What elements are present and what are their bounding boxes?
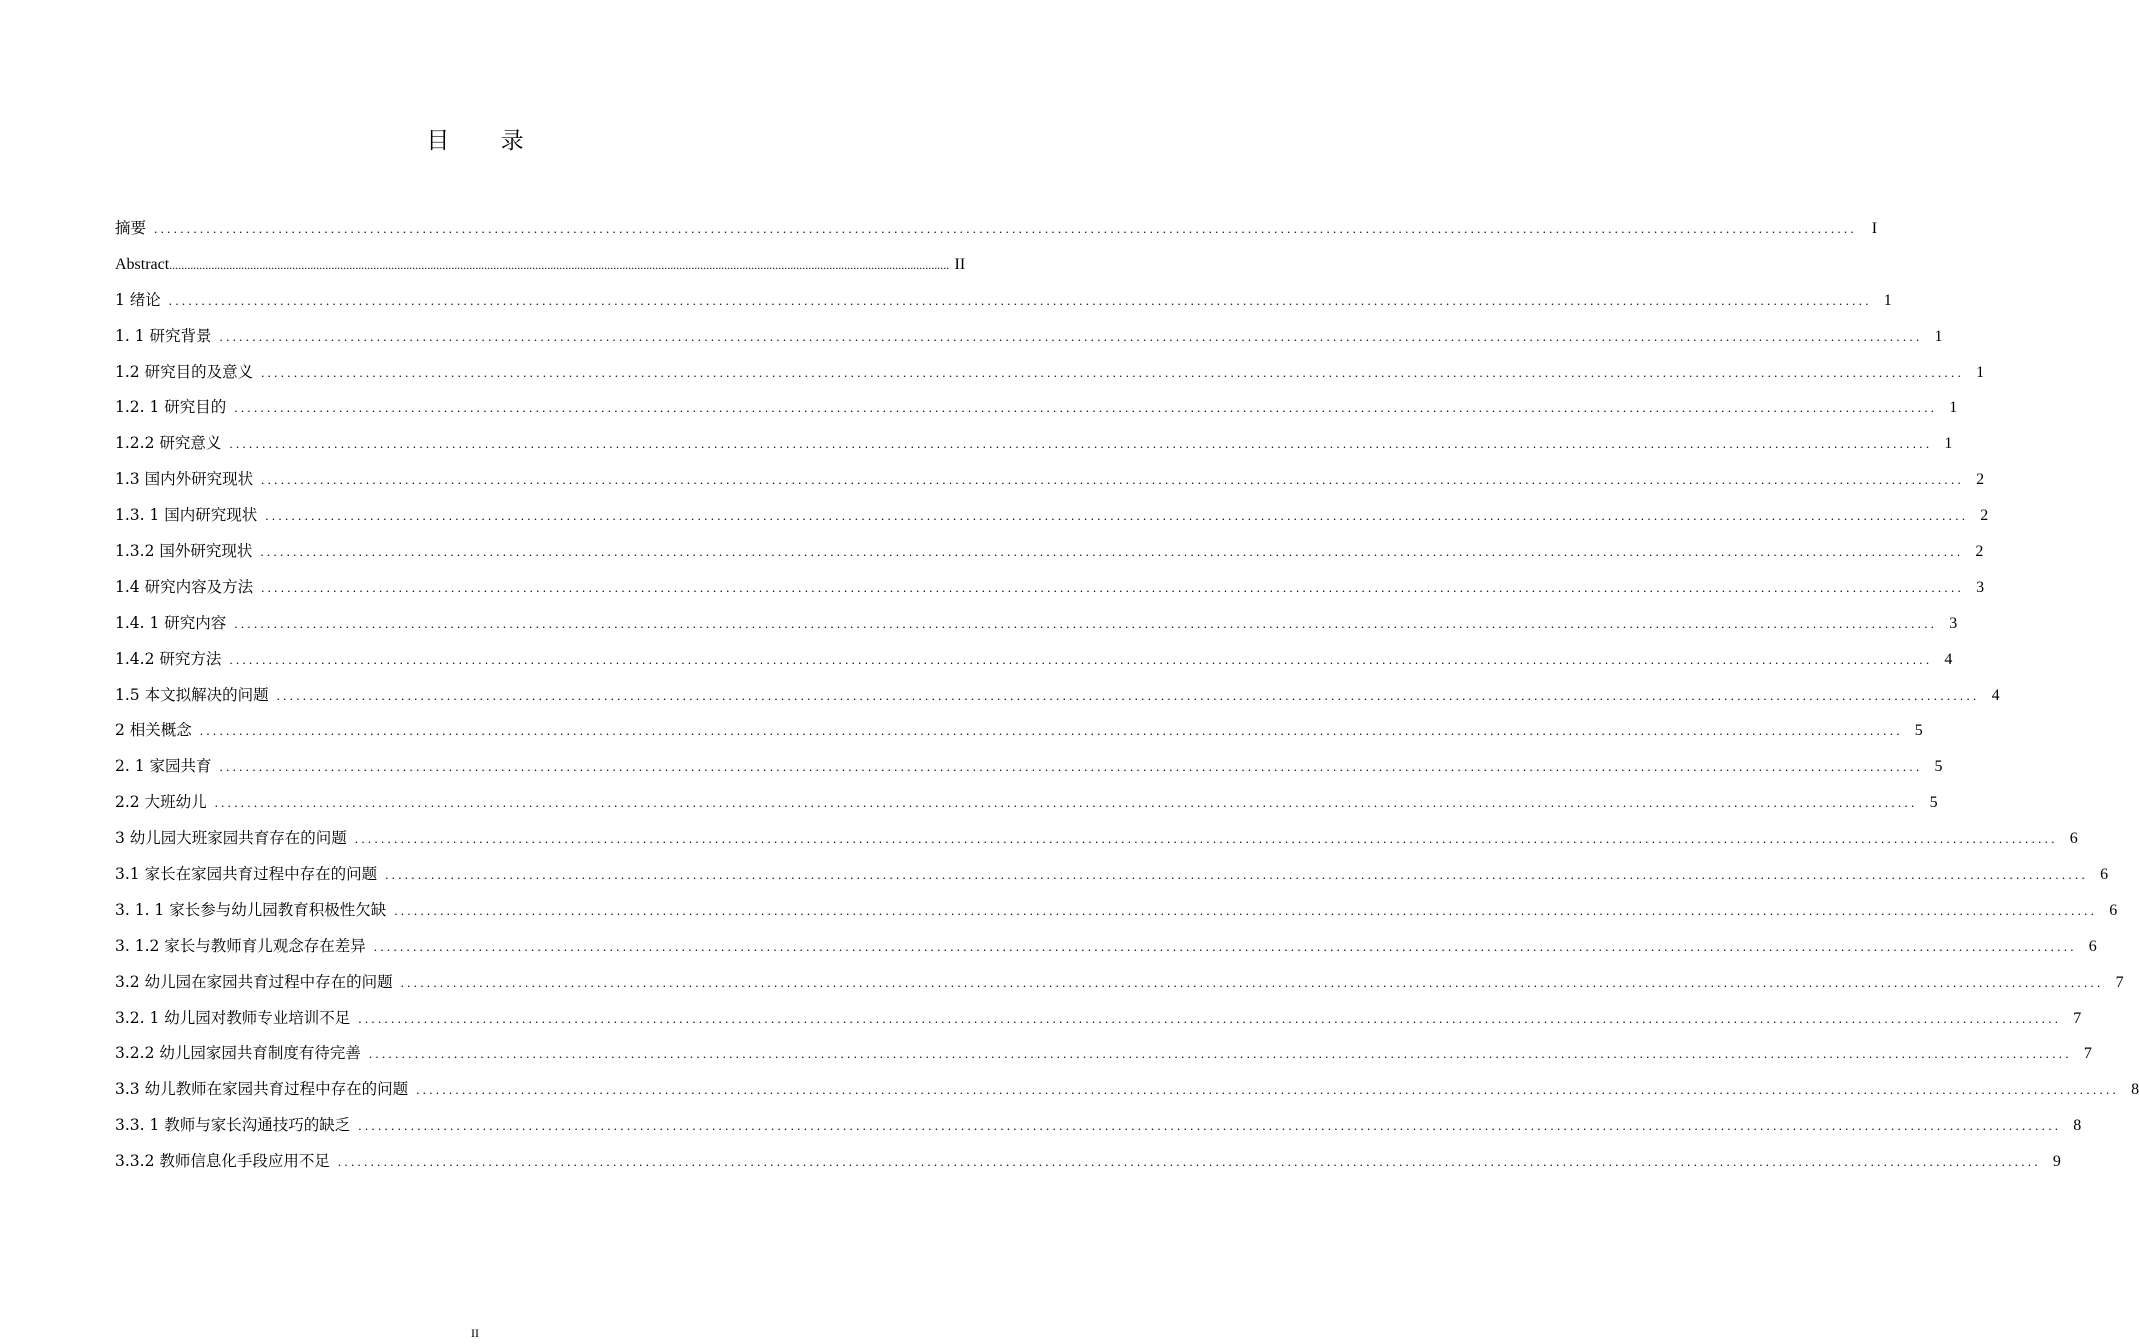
toc-entry-page: 6 <box>2088 937 2097 955</box>
dot-leader: .................................................................................................................................................................................................................................................................... <box>154 221 1858 236</box>
toc-entry-page: 3 <box>1949 614 1958 632</box>
toc-entry-page: 1 <box>1934 327 1943 345</box>
toc-entry-title: 3.1 家长在家园共育过程中存在的问题 <box>115 865 378 884</box>
toc-entry[interactable] <box>115 1144 2061 1180</box>
page-title: 目 录 <box>426 128 546 154</box>
dot-leader: .................................................................................................................................................................................................................................................................... <box>276 687 1980 703</box>
toc-entry-page: 7 <box>2115 973 2124 991</box>
dot-leader: .................................................................................................................................................................................................................................................................... <box>385 867 2089 883</box>
toc-entry[interactable] <box>115 390 1958 426</box>
dot-leader: .................................................................................................................................................................................................................................................................... <box>260 544 1964 560</box>
dot-leader: .................................................................................................................................................................................................................................................................... <box>199 723 1903 739</box>
toc-entry-title: 1 绪论 <box>115 290 161 309</box>
toc-entry[interactable] <box>115 1036 2092 1072</box>
toc-entry-title: 3.2.2 幼儿园家园共育制度有待完善 <box>115 1044 361 1063</box>
toc-entry-page: 8 <box>2131 1081 2139 1099</box>
toc-entry[interactable] <box>115 570 1985 606</box>
toc-entry[interactable] <box>115 498 1989 534</box>
toc-entry-page: 6 <box>2109 901 2118 919</box>
toc-entry-page: II <box>954 255 966 273</box>
dot-leader: .................................................................................................................................................................................................................................................................... <box>337 1154 2041 1170</box>
dot-leader: .................................................................................................................................................................................................................................................................... <box>394 902 2098 918</box>
toc-entry-title: 1.5 本文拟解决的问题 <box>115 685 269 704</box>
toc-entry-page: 4 <box>1991 686 2000 704</box>
toc-entry-page: 7 <box>2073 1009 2082 1027</box>
toc-entry[interactable] <box>115 211 1878 247</box>
toc-entry[interactable] <box>115 283 1892 319</box>
toc-entry-title: 1.4 研究内容及方法 <box>115 577 254 596</box>
toc-entry-page: 1 <box>1944 435 1953 453</box>
dot-leader: .................................................................................................................................................................................................................................................................... <box>214 795 1918 811</box>
toc-entry-title: 3 幼儿园大班家园共育存在的问题 <box>115 829 347 848</box>
toc-entry[interactable] <box>115 606 1958 642</box>
dot-leader: .................................................................................................................................................................................................................................................................... <box>261 579 1965 595</box>
toc-entry-page: 1 <box>1976 363 1985 381</box>
toc-entry-page: 5 <box>1934 758 1943 776</box>
toc-entry-title: Abstract <box>115 255 170 273</box>
toc-entry-page: 6 <box>2069 830 2078 848</box>
toc-entry[interactable] <box>115 713 1923 749</box>
toc-entry[interactable] <box>115 1001 2082 1037</box>
dot-leader: .................................................................................................................................................................................................................................................................... <box>368 1046 2072 1062</box>
dot-leader: .................................................................................................................................................................................................................................................................... <box>373 938 2077 954</box>
dot-leader: .................................................................................................................................................................................................................................................................... <box>234 615 1938 631</box>
table-of-contents <box>115 211 2139 1180</box>
toc-entry-page: I <box>1871 220 1878 237</box>
toc-entry-title: 3.3 幼儿教师在家园共育过程中存在的问题 <box>115 1080 409 1099</box>
dot-leader: .................................................................................................................................................................................................................................................................... <box>354 831 2058 847</box>
toc-entry-title: 1.3. 1 国内研究现状 <box>115 506 258 525</box>
toc-entry-title: 1. 1 研究背景 <box>115 326 212 345</box>
toc-entry[interactable] <box>115 857 2109 893</box>
dot-leader: .................................................................................................................................................................................................................................................................... <box>358 1010 2062 1026</box>
dot-leader: .................................................................................................................................................................................................................................................................... <box>229 651 1933 667</box>
toc-entry-page: 1 <box>1883 291 1892 309</box>
dot-leader: .................................................................................................................................................................................................................................................................... <box>219 328 1923 344</box>
toc-entry-page: 6 <box>2100 866 2109 884</box>
toc-entry-title: 摘要 <box>115 219 147 237</box>
dot-leader: .................................................................................................................................................................................................................................................................... <box>358 1118 2062 1134</box>
toc-entry[interactable] <box>115 1108 2082 1144</box>
toc-entry[interactable] <box>115 1072 2139 1108</box>
toc-entry-title: 3. 1.2 家长与教师育儿观念存在差异 <box>115 936 366 955</box>
toc-entry-title: 2 相关概念 <box>115 721 192 740</box>
toc-entry[interactable] <box>115 319 1943 355</box>
toc-entry[interactable] <box>115 426 1953 462</box>
toc-entry-title: 1.3 国内外研究现状 <box>115 470 254 489</box>
toc-entry-page: 4 <box>1944 650 1953 668</box>
toc-entry[interactable] <box>115 893 2118 929</box>
toc-entry-title: 1.2.2 研究意义 <box>115 434 222 453</box>
toc-entry-title: 1.4.2 研究方法 <box>115 649 222 668</box>
toc-entry-title: 3. 1. 1 家长参与幼儿园教育积极性欠缺 <box>115 900 387 919</box>
dot-leader: .................................................................................................................................................................................................................................................................... <box>169 257 950 272</box>
page-number-footer: II <box>471 1326 479 1340</box>
toc-entry-page: 2 <box>1976 471 1985 489</box>
toc-entry[interactable] <box>115 534 1984 570</box>
toc-entry[interactable] <box>115 749 1943 785</box>
toc-entry-title: 1.2. 1 研究目的 <box>115 398 227 417</box>
dot-leader: .................................................................................................................................................................................................................................................................... <box>219 759 1923 775</box>
dot-leader: .................................................................................................................................................................................................................................................................... <box>168 292 1872 308</box>
toc-entry[interactable] <box>115 785 1938 821</box>
toc-entry-title: 3.3.2 教师信息化手段应用不足 <box>115 1152 330 1171</box>
toc-entry-page: 2 <box>1975 543 1984 561</box>
toc-entry-title: 1.3.2 国外研究现状 <box>115 542 253 561</box>
toc-entry[interactable] <box>115 821 2078 857</box>
dot-leader: .................................................................................................................................................................................................................................................................... <box>261 364 1965 380</box>
toc-entry-title: 2. 1 家园共育 <box>115 757 212 776</box>
toc-entry-page: 5 <box>1914 722 1923 740</box>
dot-leader: .................................................................................................................................................................................................................................................................... <box>229 436 1933 452</box>
toc-entry[interactable] <box>115 642 1953 678</box>
toc-entry-page: 8 <box>2073 1117 2082 1135</box>
toc-entry-page: 5 <box>1929 794 1938 812</box>
toc-entry-title: 2.2 大班幼儿 <box>115 793 207 812</box>
toc-entry-title: 3.3. 1 教师与家长沟通技巧的缺乏 <box>115 1116 351 1135</box>
toc-entry-page: 3 <box>1976 578 1985 596</box>
toc-entry[interactable] <box>115 462 1985 498</box>
dot-leader: .................................................................................................................................................................................................................................................................... <box>400 974 2104 990</box>
toc-entry[interactable] <box>115 678 2000 714</box>
dot-leader: .................................................................................................................................................................................................................................................................... <box>234 400 1938 416</box>
toc-entry[interactable] <box>115 355 1985 391</box>
toc-entry-page: 9 <box>2052 1153 2061 1171</box>
toc-entry-title: 1.2 研究目的及意义 <box>115 362 254 381</box>
toc-entry-page: 2 <box>1980 507 1989 525</box>
toc-entry-title: 3.2 幼儿园在家园共育过程中存在的问题 <box>115 972 393 991</box>
toc-entry-title: 3.2. 1 幼儿园对教师专业培训不足 <box>115 1008 351 1027</box>
toc-entry[interactable] <box>115 247 966 283</box>
dot-leader: .................................................................................................................................................................................................................................................................... <box>261 472 1965 488</box>
dot-leader: .................................................................................................................................................................................................................................................................... <box>416 1082 2120 1098</box>
toc-entry[interactable] <box>115 929 2097 965</box>
toc-entry-page: 7 <box>2083 1045 2092 1063</box>
toc-entry[interactable] <box>115 965 2124 1001</box>
toc-entry-page: 1 <box>1949 399 1958 417</box>
toc-entry-title: 1.4. 1 研究内容 <box>115 613 227 632</box>
dot-leader: .................................................................................................................................................................................................................................................................... <box>265 508 1969 524</box>
